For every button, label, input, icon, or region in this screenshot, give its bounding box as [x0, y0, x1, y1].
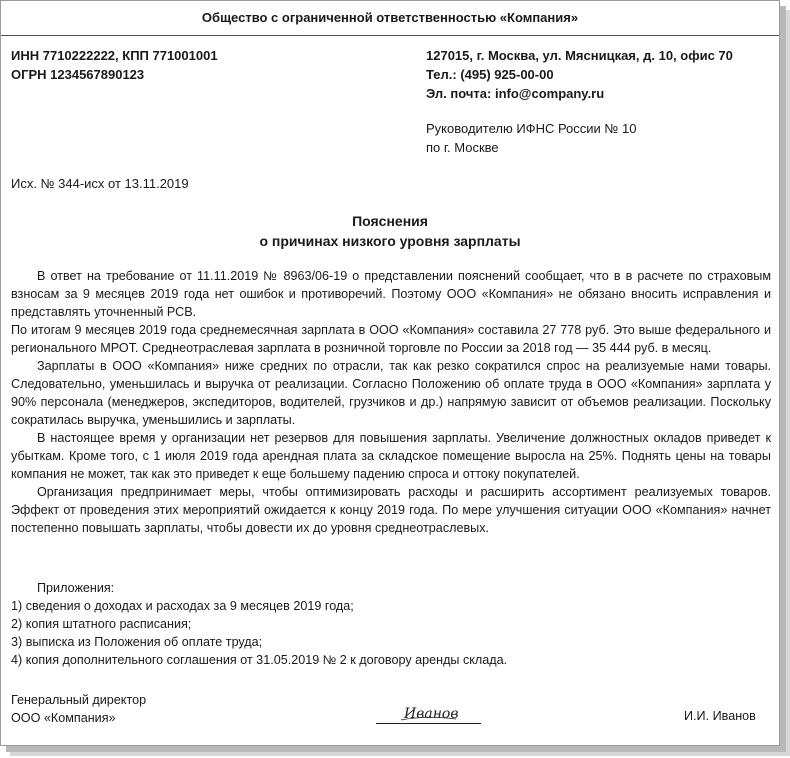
attachment-item-3: 3) выписка из Положения об оплате труда; [11, 635, 263, 649]
attachment-item-2: 2) копия штатного расписания; [11, 617, 192, 631]
title-line-2: о причинах низкого уровня зарплаты [259, 233, 521, 249]
position-company: ООО «Компания» [11, 711, 116, 725]
addressee-line-1: Руководителю ИФНС России № 10 [426, 121, 637, 136]
handwritten-signature [376, 701, 481, 723]
email: Эл. почта: info@company.ru [426, 86, 605, 101]
attachment-item-4: 4) копия дополнительного соглашения от 31.05.2019 № 2 к договору аренды склада. [11, 653, 508, 667]
signatory-name: И.И. Иванов [684, 709, 756, 723]
attachments-heading: Приложения: [37, 581, 115, 595]
phone: Тел.: (495) 925-00-00 [426, 67, 554, 82]
inn-kpp: ИНН 7710222222, КПП 771001001 [11, 48, 218, 63]
outgoing-number: Исх. № 344-исх от 13.11.2019 [11, 176, 189, 191]
ogrn: ОГРН 1234567890123 [11, 67, 145, 82]
addressee [426, 119, 636, 157]
document-title [1, 211, 779, 251]
signatory-position [11, 691, 146, 727]
paragraph-5: Организация предпринимает меры, чтобы оптимизировать расходы и расширить ассортимент реализуемых товаров. Эффект от проведения этих мероприятий ожидается к концу 2019 года. По мере улучшения ситуации ООО «Компания» начнет постепенно повышать зарплаты, чтобы довести их до уровня среднеотраслевых. [11, 485, 771, 535]
addressee-line-2: по г. Москве [426, 140, 499, 155]
paragraph-2: По итогам 9 месяцев 2019 года среднемесячная зарплата в ООО «Компания» составила 27 778 руб. Это выше федерального и регионального МРОТ. Среднеотраслевая зарплата в розничной торговле по России за 2018 год — 35 444 руб. в месяц. [11, 323, 771, 355]
paragraph-4: В настоящее время у организации нет резервов для повышения зарплаты. Увеличение должностных окладов приведет к убыткам. Кроме того, с 1 июля 2019 года арендная плата за складское помещение выросла на 25%. Поднять цены на товары компания не может, так как это приведет к еще большему падению спроса и оттоку покупателей. [11, 431, 771, 481]
company-header: Общество с ограниченной ответственностью «Компания» [1, 1, 779, 36]
requisites-right [426, 46, 733, 103]
attachments [11, 579, 771, 669]
attachment-item-1: 1) сведения о доходах и расходах за 9 месяцев 2019 года; [11, 599, 354, 613]
handwritten-signature-text: Иванов [404, 706, 459, 722]
position-title: Генеральный директор [11, 693, 147, 707]
paragraph-1: В ответ на требование от 11.11.2019 № 8963/06-19 о представлении пояснений сообщает, что в в расчете по страховым взносам за 9 месяцев 2019 года нет ошибок и противоречий. Поэтому ООО «Компания» не обязано вносить исправления и представлять уточненный РСВ. [11, 269, 771, 319]
title-line-1: Пояснения [352, 213, 428, 229]
requisites-left [11, 46, 218, 84]
signature-line [376, 701, 481, 724]
address: 127015, г. Москва, ул. Мясницкая, д. 10, офис 70 [426, 48, 733, 63]
paragraph-3: Зарплаты в ООО «Компания» ниже средних по отрасли, так как резко сократился спрос на реализуемые нами товары. Следовательно, уменьшилась и выручка от реализации. Согласно Положению об оплате труда в ООО «Компания» зарплата у 90% персонала (менеджеров, экспедиторов, водителей, грузчиков и др.) напрямую зависит от объемов реализации. Поскольку сократилась выручка, уменьшились и зарплаты. [11, 359, 771, 427]
document-body [11, 267, 771, 537]
